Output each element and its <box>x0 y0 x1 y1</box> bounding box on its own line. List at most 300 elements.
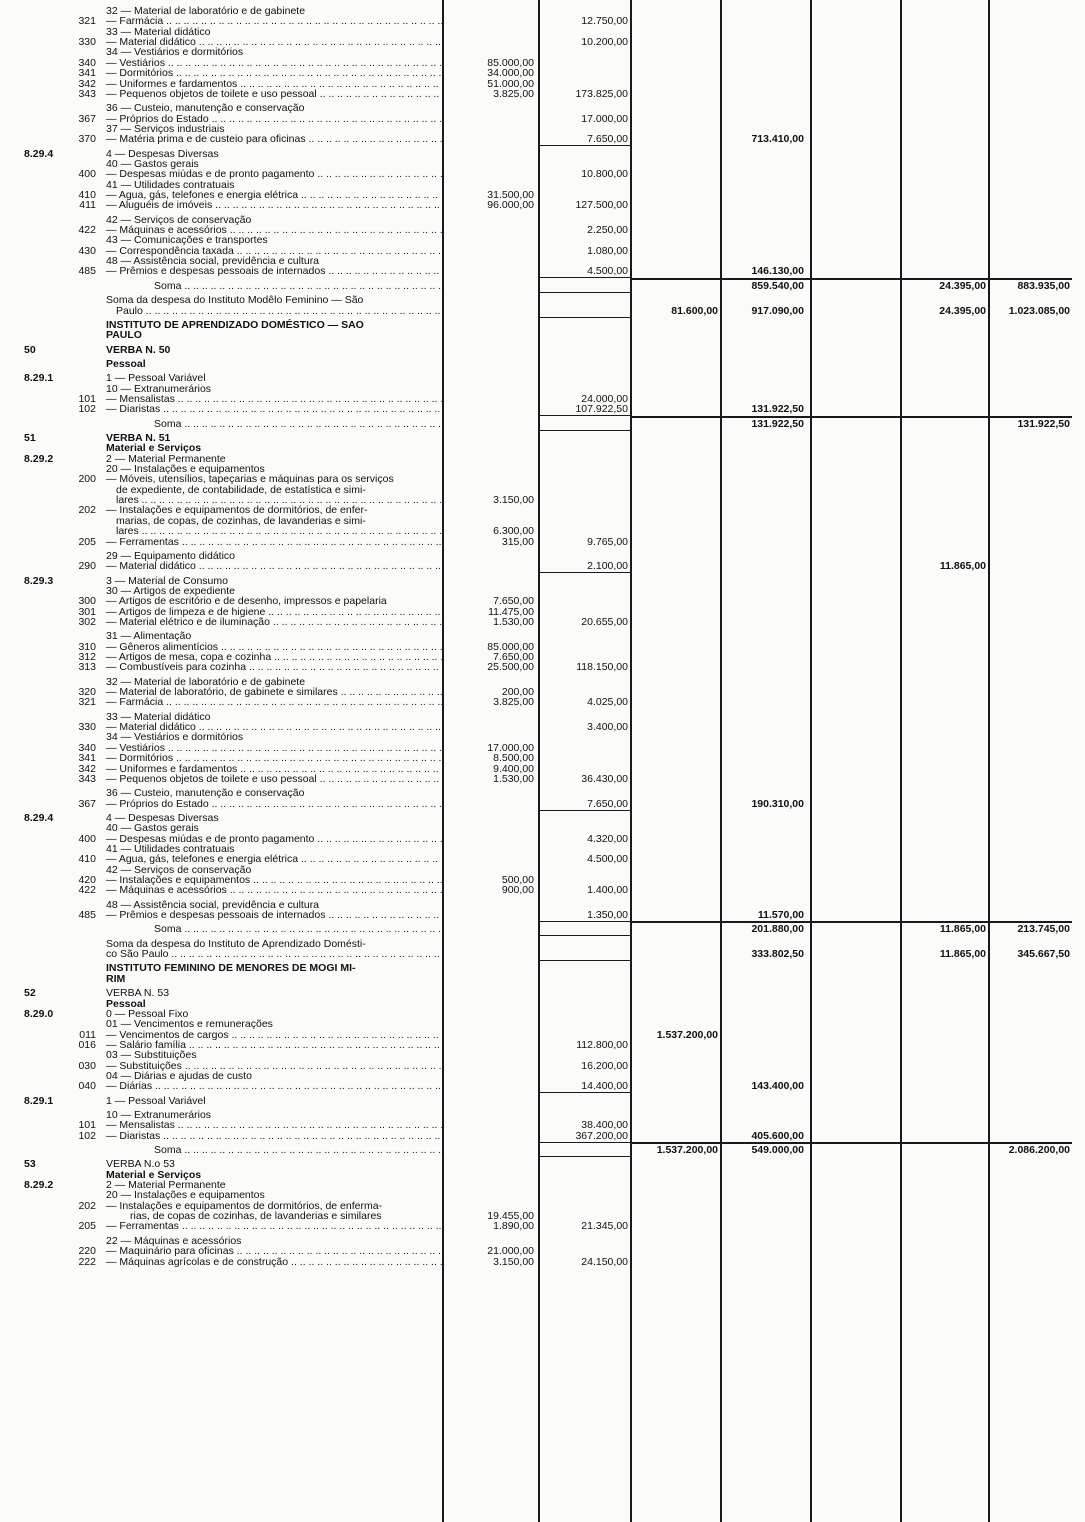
item-description: — Instalações e equipamentos de dormitórios, de enferma- <box>106 1199 383 1212</box>
ledger-row <box>0 642 1085 653</box>
item-description: 41 — Utilidades contratuais <box>106 178 235 191</box>
ledger-row <box>0 266 1085 277</box>
item-number: 320 <box>78 686 96 698</box>
item-description: — Prêmios e despesas pessoais de internados .. .. <box>106 266 442 277</box>
item-number: 340 <box>78 741 96 754</box>
ledger-row <box>0 910 1085 921</box>
item-description: 37 — Serviços industriais <box>106 122 225 135</box>
item-number: 200 <box>78 473 96 486</box>
item-description: 2 — Material Permanente <box>106 452 226 465</box>
amount-c2: 9.765,00 <box>587 535 628 548</box>
amount-c1: 900,00 <box>501 884 534 897</box>
item-number: 300 <box>78 595 96 608</box>
ledger-row <box>0 1145 1085 1156</box>
item-description: — Artigos de escritório e de desenho, impressos e papelaria <box>106 595 387 608</box>
item-description: 48 — Assistência social, previdência e cultura <box>106 898 320 911</box>
item-description: 36 — Custeio, manutenção e conservação <box>106 102 305 115</box>
item-description: — Máquinas e acessórios .. .. <box>106 885 442 896</box>
ledger-row <box>0 988 1085 999</box>
item-description: — Despesas miúdas e de pronto pagamento .. .. <box>106 169 442 180</box>
ledger-row <box>0 1257 1085 1268</box>
item-description: 4 — Despesas Diversas <box>106 811 219 824</box>
amount-c4: 146.130,00 <box>751 265 804 278</box>
ledger-row <box>0 712 1085 723</box>
amount-c2: 21.345,00 <box>581 1220 628 1233</box>
amount-c4: 143.400,00 <box>751 1080 804 1093</box>
ledger-row <box>0 974 1085 985</box>
item-description: 2 — Material Permanente <box>106 1179 226 1192</box>
item-description: 41 — Utilidades contratuais <box>106 842 235 855</box>
section-title: VERBA N. 50 <box>106 343 171 356</box>
ledger-row <box>0 281 1085 292</box>
item-description: — Substituições .. .. <box>106 1061 442 1072</box>
amount-c1: 34.000,00 <box>487 67 534 80</box>
item-number: 400 <box>78 832 96 845</box>
total-rule <box>540 277 630 278</box>
ledger-row <box>0 596 1085 607</box>
amount-c4: 131.922,50 <box>751 417 804 430</box>
amount-c1: 25.500,00 <box>487 661 534 674</box>
ledger-row <box>0 774 1085 785</box>
item-number: 011 <box>79 1028 96 1041</box>
item-description: — Ferramentas .. .. <box>106 537 442 548</box>
amount-c1: 21.000,00 <box>487 1245 534 1258</box>
amount-c2: 4.320,00 <box>587 832 628 845</box>
ledger-row <box>0 419 1085 430</box>
item-description: 1 — Pessoal Variável <box>106 372 206 385</box>
amount-c1: 1.530,00 <box>493 615 534 628</box>
total-rule <box>540 415 630 416</box>
amount-c6: 345.667,50 <box>1017 948 1070 961</box>
item-description: Soma .. .. <box>106 419 442 430</box>
item-description: marias, de copas, de cozinhas, de lavanderias e simi- <box>116 514 366 527</box>
item-description: — Matéria prima e de custeio para oficinas .. .. <box>106 134 442 145</box>
item-code: 8.29.2 <box>24 452 54 465</box>
item-description: — Ferramentas .. .. <box>106 1221 442 1232</box>
item-description: 43 — Comunicações e transportes <box>106 234 268 247</box>
item-description: — Material de laboratório, de gabinete e similares .. .. <box>106 687 442 698</box>
item-description: 36 — Custeio, manutenção e conservação <box>106 787 305 800</box>
item-number: 340 <box>78 56 96 69</box>
item-description: 20 — Instalações e equipamentos <box>106 1189 265 1202</box>
amount-c1: 3.150,00 <box>493 1255 534 1268</box>
amount-c2: 1.080,00 <box>587 244 628 257</box>
item-description: — Próprios do Estado .. .. <box>106 114 442 125</box>
item-description: — Material elétrico e de iluminação .. .. <box>106 617 442 628</box>
item-description: — Material didático .. .. <box>106 37 442 48</box>
ledger-row <box>0 256 1085 267</box>
item-description: 0 — Pessoal Fixo <box>106 1007 189 1020</box>
item-number: 202 <box>78 504 96 517</box>
total-rule <box>540 430 630 431</box>
amount-c2: 2.100,00 <box>587 560 628 573</box>
total-rule <box>540 1142 630 1143</box>
amount-c2: 107.922,50 <box>575 403 628 416</box>
item-description: — Próprios do Estado .. .. <box>106 799 442 810</box>
amount-c1: 9.400,00 <box>493 762 534 775</box>
amount-c2: 10.800,00 <box>581 168 628 181</box>
item-code: 51 <box>24 432 36 444</box>
amount-c4: 917.090,00 <box>751 304 804 317</box>
item-description: — Pequenos objetos de toilete e uso pessoal .. .. <box>106 774 442 785</box>
item-description: 48 — Assistência social, previdência e cultura <box>106 255 320 267</box>
ledger-row <box>0 404 1085 415</box>
total-rule <box>540 1092 630 1093</box>
amount-c6: 1.023.085,00 <box>1008 304 1070 317</box>
item-description: — Farmácia .. .. <box>106 16 442 27</box>
item-code: 52 <box>24 987 36 1000</box>
ledger-row <box>0 345 1085 356</box>
item-number: 485 <box>78 909 96 921</box>
item-number: 343 <box>78 772 96 785</box>
item-description: co São Paulo .. .. <box>106 949 442 960</box>
amount-c2: 367.200,00 <box>575 1129 628 1142</box>
amount-c1: 1.530,00 <box>493 772 534 785</box>
amount-c1: 19.455,00 <box>487 1210 534 1223</box>
amount-c1: 51.000,00 <box>487 77 534 90</box>
item-description: — Máquinas e acessórios .. .. <box>106 225 442 236</box>
item-number: 220 <box>78 1245 96 1258</box>
amount-c4: 333.802,50 <box>751 948 804 961</box>
amount-c5: 11.865,00 <box>939 948 986 961</box>
ledger-row <box>0 485 1085 496</box>
ledger-row <box>0 537 1085 548</box>
item-number: 321 <box>78 696 96 709</box>
ledger-row <box>0 662 1085 673</box>
total-rule <box>540 921 630 922</box>
amount-c1: 3.150,00 <box>493 494 534 507</box>
item-number: 030 <box>78 1059 96 1072</box>
ledger-row <box>0 924 1085 935</box>
item-description: VERBA N.o 53 <box>106 1158 175 1171</box>
amount-c1: 315,00 <box>501 535 534 548</box>
item-description: de expediente, de contabilidade, de estatística e simi- <box>116 483 366 496</box>
amount-c1: 500,00 <box>501 874 534 886</box>
amount-c2: 118.150,00 <box>576 661 628 674</box>
section-title: VERBA N. 51 <box>106 432 171 444</box>
section-title: INSTITUTO FEMININO DE MENORES DE MOGI MI- <box>106 962 356 975</box>
item-number: 302 <box>78 615 96 628</box>
ledger-row <box>0 295 1085 306</box>
amount-c1: 3.825,00 <box>493 87 534 100</box>
ledger-row <box>0 1120 1085 1131</box>
amount-c1: 7.650,00 <box>493 651 534 663</box>
item-number: 312 <box>78 651 96 663</box>
item-number: 342 <box>78 762 96 775</box>
amount-c2: 7.650,00 <box>587 133 628 146</box>
item-description: — Dormitórios .. .. <box>106 68 442 79</box>
ledger-row <box>0 306 1085 317</box>
amount-c4: 11.570,00 <box>757 909 804 921</box>
item-description: 34 — Vestiários e dormitórios <box>106 46 244 59</box>
item-number: 422 <box>78 884 96 897</box>
item-description: — Uniformes e fardamentos .. .. <box>106 79 442 90</box>
item-description: rias, de copas de cozinhas, de lavanderias e similares <box>130 1210 382 1223</box>
amount-c6: 2.086.200,00 <box>1008 1144 1070 1156</box>
item-code: 8.29.1 <box>24 372 54 385</box>
ledger-row <box>0 949 1085 960</box>
item-number: 290 <box>78 560 96 573</box>
item-description: — Maquinário para oficinas .. .. <box>106 1246 442 1257</box>
ledger-row <box>0 526 1085 537</box>
item-code: 8.29.2 <box>24 1179 54 1192</box>
amount-c2: 112.800,00 <box>576 1038 628 1051</box>
amount-c2: 20.655,00 <box>581 615 628 628</box>
sum-rule <box>632 416 1072 418</box>
amount-c6: 213.745,00 <box>1017 923 1070 936</box>
ledger-row <box>0 823 1085 834</box>
total-rule <box>540 292 630 293</box>
item-number: 370 <box>78 133 96 146</box>
item-description: — Correspondência taxada .. .. <box>106 246 442 257</box>
item-description: 30 — Artigos de expediente <box>106 584 236 597</box>
amount-c6: 131.922,50 <box>1017 417 1070 430</box>
item-description: — Instalações e equipamentos .. .. <box>106 875 442 886</box>
ledger-row <box>0 885 1085 896</box>
ledger-row <box>0 6 1085 17</box>
amount-c2: 38.400,00 <box>581 1119 628 1132</box>
item-description: 20 — Instalações e equipamentos <box>106 463 265 475</box>
ledger-row <box>0 865 1085 876</box>
ledger-row <box>0 1096 1085 1107</box>
section-title: Material e Serviços <box>106 1168 202 1181</box>
item-description: — Vencimentos de cargos .. .. <box>106 1030 442 1041</box>
sum-rule <box>632 1142 1072 1144</box>
amount-c1: 6.300,00 <box>493 525 534 538</box>
amount-c2: 173.825,00 <box>575 87 628 100</box>
amount-c4: 190.310,00 <box>751 797 804 810</box>
amount-c1: 85.000,00 <box>487 640 534 653</box>
ledger-row <box>0 134 1085 145</box>
item-description: 31 — Alimentação <box>106 630 192 643</box>
amount-c2: 4.025,00 <box>587 696 628 709</box>
item-number: 016 <box>78 1038 96 1051</box>
item-number: 410 <box>78 188 96 201</box>
amount-c4: 405.600,00 <box>751 1129 804 1142</box>
amount-c1: 7.650,00 <box>493 595 534 608</box>
amount-c4: 713.410,00 <box>751 133 804 146</box>
ledger-row <box>0 1050 1085 1061</box>
item-number: 330 <box>78 36 96 49</box>
item-description: — Vestiários .. .. <box>106 743 442 754</box>
item-number: 430 <box>78 244 96 257</box>
item-description: 4 — Despesas Diversas <box>106 147 219 160</box>
item-number: 485 <box>78 265 96 278</box>
sum-rule <box>632 921 1072 923</box>
item-description: — Diaristas .. .. <box>106 404 442 415</box>
ledger-row <box>0 190 1085 201</box>
ledger-row <box>0 753 1085 764</box>
ledger-row <box>0 1246 1085 1257</box>
item-description: Soma da despesa do Instituto de Aprendizado Domésti- <box>106 937 366 950</box>
item-code: 50 <box>24 343 36 356</box>
item-number: 420 <box>78 874 96 886</box>
item-number: 341 <box>78 752 96 765</box>
ledger-row <box>0 235 1085 246</box>
item-description: 03 — Substituições <box>106 1049 197 1062</box>
item-description: VERBA N. 53 <box>106 987 170 1000</box>
item-description: — Artigos de mesa, copa e cozinha .. .. <box>106 652 442 663</box>
item-description: — Diárias .. .. <box>106 1081 442 1092</box>
item-description: — Uniformes e fardamentos .. .. <box>106 764 442 775</box>
section-title: Pessoal <box>106 997 146 1010</box>
item-description: 1 — Pessoal Variável <box>106 1094 206 1107</box>
section-title: Material e Serviços <box>106 442 202 455</box>
item-number: 367 <box>78 797 96 810</box>
ledger-row <box>0 68 1085 79</box>
item-number: 411 <box>79 199 96 212</box>
amount-c1: 3.825,00 <box>493 696 534 709</box>
item-description: — Instalações e equipamentos de dormitórios, de enfer- <box>106 504 368 517</box>
item-description: Paulo .. .. <box>106 306 442 317</box>
item-description: Soma .. .. <box>106 1145 442 1156</box>
item-description: Soma da despesa do Instituto Modêlo Feminino — São <box>106 294 364 307</box>
item-number: 343 <box>78 87 96 100</box>
item-description: 10 — Extranumerários <box>106 382 212 395</box>
item-description: 22 — Máquinas e acessórios <box>106 1234 242 1247</box>
amount-c2: 7.650,00 <box>587 797 628 810</box>
item-description: — Salário família .. .. <box>106 1040 442 1051</box>
sum-rule <box>632 278 1072 280</box>
item-description: — Máquinas agrícolas e de construção .. .. <box>106 1257 442 1268</box>
item-description: lares .. .. <box>106 526 442 537</box>
item-description: 3 — Material de Consumo <box>106 574 228 587</box>
amount-c5: 11.865,00 <box>939 923 986 936</box>
amount-c2: 1.400,00 <box>587 884 628 897</box>
section-title: RIM <box>106 972 126 985</box>
item-description: — Prêmios e despesas pessoais de internados .. .. <box>106 910 442 921</box>
ledger-row <box>0 1071 1085 1082</box>
item-description: — Móveis, utensílios, tapeçarias e máquinas para os serviços <box>106 473 394 486</box>
item-number: 102 <box>78 403 96 416</box>
ledger-row <box>0 1131 1085 1142</box>
total-rule <box>540 810 630 811</box>
amount-c2: 1.350,00 <box>587 909 628 921</box>
amount-c2: 2.250,00 <box>587 224 628 236</box>
item-number: 101 <box>78 1119 96 1132</box>
total-rule <box>540 317 630 318</box>
amount-c2: 4.500,00 <box>587 853 628 866</box>
amount-c3: 81.600,00 <box>671 304 718 317</box>
amount-c5: 24.395,00 <box>939 279 986 292</box>
item-description: — Agua, gás, telefones e energia elétrica .. .. <box>106 190 442 201</box>
amount-c4: 131.922,50 <box>751 403 804 416</box>
item-description: 10 — Extranumerários <box>106 1109 212 1121</box>
item-description: 32 — Material de laboratório e de gabinete <box>106 675 306 688</box>
ledger-row <box>0 320 1085 331</box>
item-description: — Artigos de limpeza e de higiene .. .. <box>106 607 442 618</box>
amount-c1: 11.475,00 <box>488 605 534 618</box>
item-description: 42 — Serviços de conservação <box>106 213 252 226</box>
item-description: — Despesas miúdas e de pronto pagamento .. .. <box>106 834 442 845</box>
item-description: — Vestiários .. .. <box>106 58 442 69</box>
amount-c1: 8.500,00 <box>493 752 534 765</box>
item-description: — Agua, gás, telefones e energia elétrica .. .. <box>106 854 442 865</box>
ledger-row <box>0 47 1085 58</box>
amount-c1: 17.000,00 <box>487 741 534 754</box>
item-number: 410 <box>78 853 96 866</box>
item-code: 8.29.4 <box>24 811 54 824</box>
ledger-row <box>0 89 1085 100</box>
item-number: 310 <box>78 640 96 653</box>
ledger-row <box>0 27 1085 38</box>
item-number: 342 <box>78 77 96 90</box>
item-code: 8.29.1 <box>24 1094 54 1107</box>
item-description: 33 — Material didático <box>106 25 211 38</box>
item-description: — Mensalistas .. .. <box>106 394 442 405</box>
ledger-row <box>0 1081 1085 1092</box>
amount-c3: 1.537.200,00 <box>656 1028 718 1041</box>
amount-c1: 1.890,00 <box>493 1220 534 1233</box>
ledger-row <box>0 844 1085 855</box>
amount-c2: 127.500,00 <box>575 199 628 212</box>
amount-c1: 96.000,00 <box>487 199 534 212</box>
ledger-row <box>0 200 1085 211</box>
amount-c4: 201.880,00 <box>751 923 804 936</box>
amount-c2: 17.000,00 <box>581 112 628 125</box>
item-number: 101 <box>78 392 96 405</box>
item-description: 04 — Diárias e ajudas de custo <box>106 1069 252 1082</box>
item-number: 422 <box>78 224 96 236</box>
item-code: 8.29.4 <box>24 147 54 160</box>
ledger-row <box>0 697 1085 708</box>
item-number: 202 <box>78 1199 96 1212</box>
ledger-row <box>0 359 1085 370</box>
item-description: 40 — Gastos gerais <box>106 157 199 170</box>
item-description: 01 — Vencimentos e remunerações <box>106 1018 273 1031</box>
ledger-row <box>0 799 1085 810</box>
total-rule <box>540 145 630 146</box>
item-number: 301 <box>78 605 96 618</box>
amount-c2: 36.430,00 <box>581 772 628 785</box>
ledger-row <box>0 551 1085 562</box>
section-title: PAULO <box>106 329 142 342</box>
amount-c6: 883.935,00 <box>1017 279 1070 292</box>
item-description: 29 — Equipamento didático <box>106 549 235 562</box>
item-description: 34 — Vestiários e dormitórios <box>106 731 244 744</box>
item-number: 102 <box>78 1129 96 1142</box>
amount-c4: 859.540,00 <box>751 279 804 292</box>
amount-c5: 24.395,00 <box>939 304 986 317</box>
ledger-row <box>0 124 1085 135</box>
amount-c2: 4.500,00 <box>587 265 628 278</box>
ledger-row <box>0 1030 1085 1041</box>
item-number: 222 <box>78 1255 96 1268</box>
amount-c1: 31.500,00 <box>487 188 534 201</box>
amount-c4: 549.000,00 <box>751 1144 804 1156</box>
item-description: 33 — Material didático <box>106 710 211 723</box>
total-rule <box>540 572 630 573</box>
item-number: 330 <box>78 721 96 734</box>
total-rule <box>540 960 630 961</box>
item-description: 32 — Material de laboratório e de gabinete <box>106 5 306 17</box>
item-code: 8.29.3 <box>24 574 54 587</box>
item-description: — Mensalistas .. .. <box>106 1120 442 1131</box>
item-number: 321 <box>78 15 96 28</box>
item-description: — Gêneros alimentícios .. .. <box>106 642 442 653</box>
item-description: 40 — Gastos gerais <box>106 822 199 835</box>
total-rule <box>540 935 630 936</box>
section-title: Pessoal <box>106 357 146 370</box>
total-rule <box>540 1156 630 1157</box>
item-number: 313 <box>78 661 96 674</box>
item-description: — Farmácia .. .. <box>106 697 442 708</box>
item-number: 367 <box>78 112 96 125</box>
section-title: INSTITUTO DE APRENDIZADO DOMÉSTICO — SAO <box>106 318 364 331</box>
item-code: 53 <box>24 1158 36 1171</box>
ledger-row <box>0 394 1085 405</box>
item-description: lares .. .. <box>106 495 442 506</box>
